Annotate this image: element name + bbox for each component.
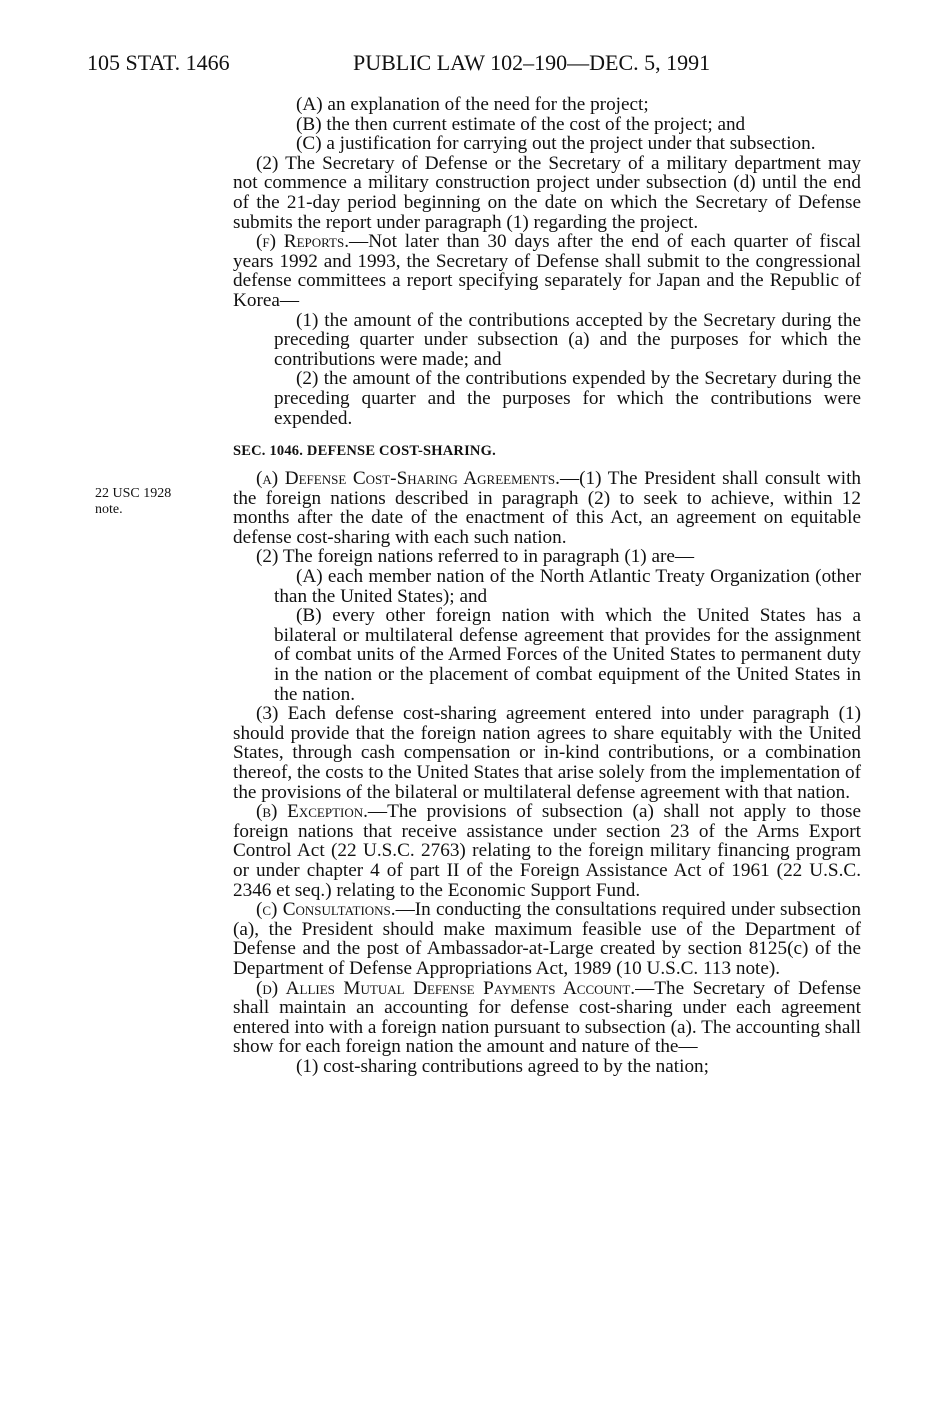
subsection-heading: (b) Exception. bbox=[256, 801, 368, 823]
paragraph: (2) the amount of the contributions expended by the Secretary during the preceding quarter and the purposes for which the contributions were expended. bbox=[274, 368, 861, 429]
paragraph-text: —Not later than 30 days after the end of each quarter of fiscal years 1992 and 1993, the Secretary of Defense shall submit to the congressional defense committees a report specifying separately for Japan and the Republic of Korea— bbox=[233, 231, 861, 311]
section-heading: SEC. 1046. DEFENSE COST-SHARING. bbox=[233, 443, 496, 460]
paragraph-text: —The provisions of subsection (a) shall not apply to those foreign nations that receive assistance under section 23 of the Arms Export Control Act (22 U.S.C. 2763) relating to the foreign military financing program or under chapter 4 of part II of the Foreign Assistance Act of 1961 (22 U.S.C. 2346 et seq.) relating to the Economic Support Fund. bbox=[233, 801, 861, 901]
paragraph: (1) the amount of the contributions accepted by the Secretary during the preceding quarter under subsection (a) and the purposes for which the contributions were made; and bbox=[274, 309, 861, 370]
margin-citation-line: 22 USC 1928 bbox=[95, 486, 172, 501]
subsection-heading: (f) Reports. bbox=[256, 231, 349, 253]
paragraph: (C) a justification for carrying out the project under that subsection. bbox=[296, 133, 816, 155]
paragraph bbox=[233, 900, 861, 978]
paragraph: (3) Each defense cost-sharing agreement entered into under paragraph (1) should provide that the foreign nation agrees to share equitably with the United States, through cash compensation or in-kind contributions, or a combination thereof, the costs to the United States that arise solely from the implementation of the provisions of the bilateral or multilateral defense agreement with that nation. bbox=[233, 703, 861, 803]
paragraph bbox=[233, 469, 861, 547]
paragraph-text: —In conducting the consultations required under subsection (a), the President should make maximum feasible use of the Department of Defense and the post of Ambassador-at-Large created by section 8125(c) of the Department of Defense Appropriations Act, 1989 (10 U.S.C. 113 note). bbox=[233, 899, 861, 979]
paragraph: (B) the then current estimate of the cost of the project; and bbox=[296, 113, 746, 135]
subsection-heading: (d) Allies Mutual Defense Payments Account. bbox=[256, 977, 636, 999]
paragraph-text: —The Secretary of Defense shall maintain an accounting for defense cost-sharing under each agreement entered into with a foreign nation pursuant to subsection (a). The accounting shall show for each foreign nation the amount and nature of the— bbox=[233, 977, 861, 1058]
margin-citation bbox=[95, 486, 205, 518]
paragraph: (2) The Secretary of Defense or the Secretary of a military department may not commence a military construction project under subsection (d) until the end of the 21-day period beginning on the date on which the Secretary of Defense submits the report under paragraph (1) regarding the project. bbox=[233, 152, 861, 233]
paragraph: (1) cost-sharing contributions agreed to by the nation; bbox=[296, 1055, 709, 1077]
paragraph bbox=[233, 979, 861, 1057]
paragraph: (A) each member nation of the North Atlantic Treaty Organization (other than the United States); and bbox=[274, 566, 861, 607]
paragraph: (B) every other foreign nation with which the United States has a bilateral or multilateral defense agreement that provides for the assignment of combat units of the Armed Forces of the United States to permanent duty in the nation or the placement of combat equipment of the United States in the nation. bbox=[274, 605, 861, 705]
running-header: PUBLIC LAW 102–190—DEC. 5, 1991 bbox=[353, 50, 711, 75]
subsection-heading: (a) Defense Cost-Sharing Agreements. bbox=[256, 468, 560, 490]
subsection-heading: (c) Consultations. bbox=[256, 899, 396, 921]
body-text bbox=[233, 95, 861, 1077]
paragraph: (2) The foreign nations referred to in paragraph (1) are— bbox=[256, 546, 695, 568]
paragraph bbox=[233, 802, 861, 900]
paragraph bbox=[233, 232, 861, 310]
stat-page-number: 105 STAT. 1466 bbox=[87, 50, 230, 75]
margin-citation-line: note. bbox=[95, 502, 123, 517]
paragraph-text: —(1) The President shall consult with the foreign nations described in paragraph (2) to seek to achieve, within 12 months after the date of the enactment of this Act, an agreement on equitable defense cost-sharing with each such nation. bbox=[233, 468, 861, 548]
paragraph: (A) an explanation of the need for the project; bbox=[296, 94, 649, 115]
